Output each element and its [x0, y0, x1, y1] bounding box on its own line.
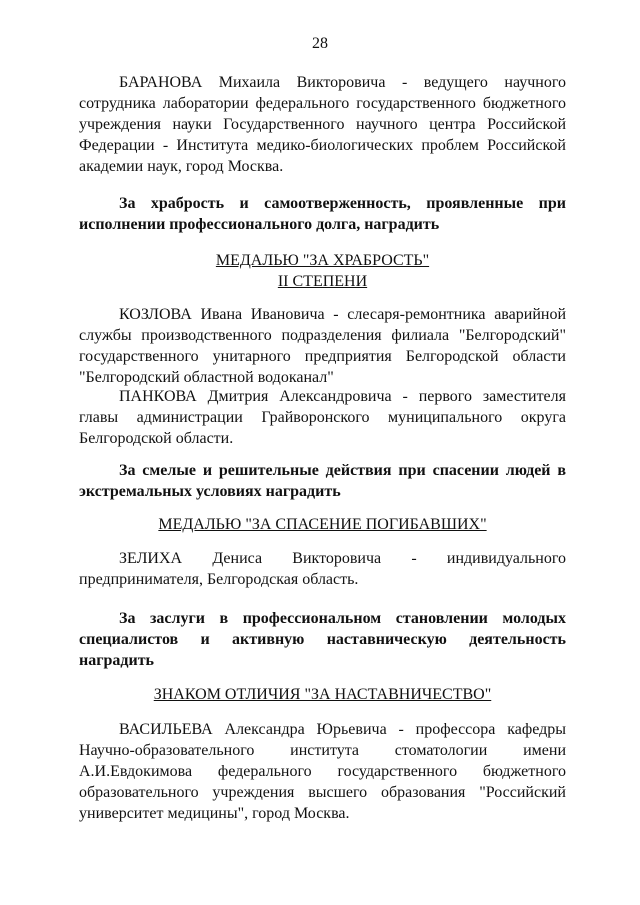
decree-rescue: За смелые и решительные действия при спасении людей в экстремальных условиях наградить — [79, 462, 566, 500]
award-title-mentorship-badge — [79, 684, 566, 705]
decree-bravery: За храбрость и самоотверженность, проявленные при исполнении профессионального долга, наградить — [79, 195, 566, 233]
award-title-line: МЕДАЛЬЮ "ЗА СПАСЕНИЕ ПОГИБАВШИХ" — [158, 516, 487, 533]
awardee-paragraph-kozlov: КОЗЛОВА Ивана Ивановича - слесаря-ремонтника аварийной службы производственного подразделения филиала "Белгородский" государственного унитарного предприятия Белгородской области "Белгородский областной водоканал" — [79, 306, 566, 386]
awardee-paragraph-zelikh: ЗЕЛИХА Дениса Викторовича - индивидуального предпринимателя, Белгородская область. — [79, 550, 566, 588]
award-title-rescue-medal — [79, 514, 566, 535]
award-title-line: ЗНАКОМ ОТЛИЧИЯ "ЗА НАСТАВНИЧЕСТВО" — [153, 686, 492, 703]
award-title-bravery-medal — [79, 250, 566, 292]
decree-mentorship: За заслуги в профессиональном становлении молодых специалистов и активную наставническую деятельность наградить — [79, 610, 566, 669]
awardee-paragraph-vasiliev: ВАСИЛЬЕВА Александра Юрьевича - профессора кафедры Научно-образовательного института стоматологии имени А.И.Евдокимова федерального государственного бюджетного образовательного учреждения высшего образования "Российский университет медицины", город Москва. — [79, 721, 566, 822]
awardee-paragraph-baranov: БАРАНОВА Михаила Викторовича - ведущего научного сотрудника лаборатории федерального государственного бюджетного учреждения науки Государственного научного центра Российской Федерации - Института медико-биологических проблем Российской академии наук, город Москва. — [79, 74, 566, 175]
page-number: 28 — [312, 35, 328, 52]
awardee-paragraph-pankov: ПАНКОВА Дмитрия Александровича - первого заместителя главы администрации Грайворонского муниципального округа Белгородской области. — [79, 388, 566, 447]
award-title-line: МЕДАЛЬЮ "ЗА ХРАБРОСТЬ" — [215, 252, 430, 269]
award-title-line: II СТЕПЕНИ — [277, 273, 368, 290]
